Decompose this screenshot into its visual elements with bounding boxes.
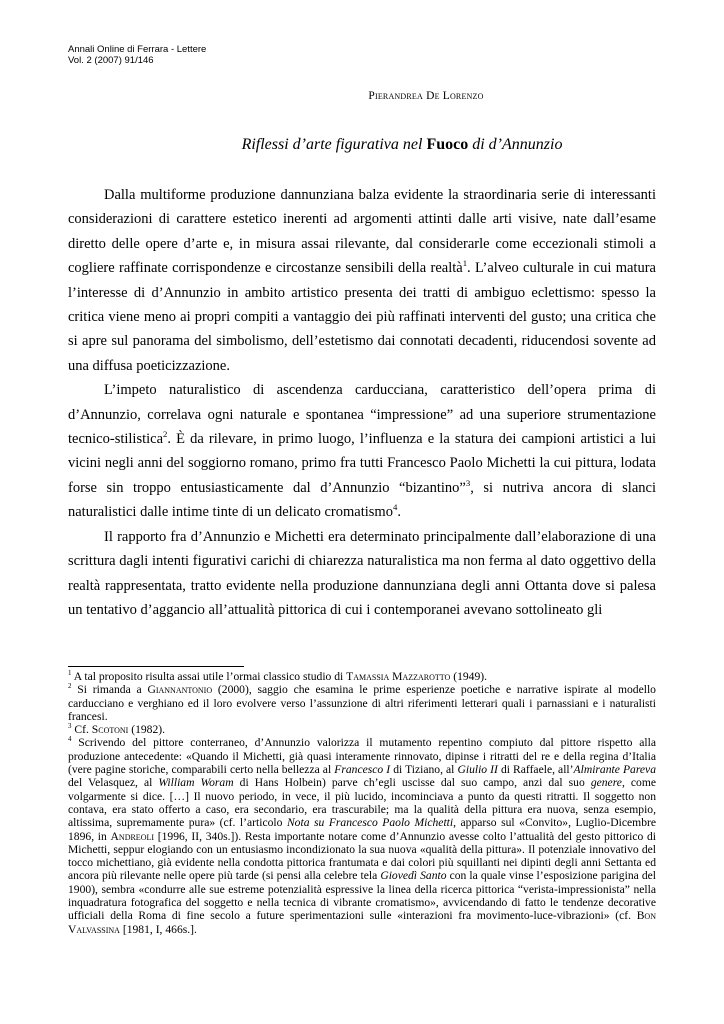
- footnote-3-text: Cf.: [71, 723, 92, 737]
- running-header: [68, 44, 206, 66]
- paragraph-2-text-end: .: [397, 504, 401, 521]
- footnote-separator: [68, 666, 244, 667]
- title-part-2: Fuoco: [426, 136, 469, 153]
- footnote-ref-2[interactable]: 2: [163, 429, 168, 440]
- paragraph-1-text-cont: . L’alveo culturale in cui matura l’interesse di d’Annunzio in ambito artistico presenta dei tratti di ambiguo eclettismo: spesso la critica viene meno ai propri compiti a vantaggio dei più raffinati interventi del gusto; una critica che si apre sul panorama del simbolismo, dell’estetismo dai connotati decadenti, riducendosi sovente ad una diffusa poeticizzazione.: [68, 260, 656, 374]
- footnote-2-number: 2: [68, 682, 72, 691]
- footnote-4-text: del Velasquez, al: [68, 776, 159, 790]
- footnote-ref-1[interactable]: 1: [462, 258, 468, 269]
- paragraph-3-text: Il rapporto fra d’Annunzio e Michetti era determinato principalmente dall’elaborazione di una scrittura dagli intenti figurativi carichi di chiarezza naturalistica ma non ferma al dato oggettivo della realtà rappresentata, tratto evidente nella produzione dannunziana degli anni Ottanta dove si palesa un tentativo d’aggancio all’attualità pittorica di cui i contemporanei avevano sottolineato gli: [68, 528, 656, 618]
- paper-title: [68, 136, 656, 154]
- footnote-4-work-title: Almirante Pareva: [573, 763, 656, 777]
- footnote-1-number: 1: [68, 669, 72, 678]
- footnote-4-author: Bon Valvassina: [68, 909, 656, 936]
- footnote-1-text: A tal proposito risulta assai utile l’ormai classico studio di: [71, 670, 347, 683]
- footnotes: [68, 670, 656, 936]
- paragraph-2-text-cont2: , si nutriva ancora di slanci naturalistici dalle intime tinte di un delicato cromatismo: [68, 479, 656, 521]
- footnote-3-author: Scotoni: [91, 723, 129, 737]
- paragraph-2-text: L’impeto naturalistico di ascendenza carducciana, caratteristico dell’opera prima di d’Annunzio, correlava ogni naturale e spontanea “impressione” ad una superiore strumentazione tecnico-stilistica: [68, 382, 656, 448]
- footnote-4-work-title: William Woram: [158, 776, 234, 790]
- paragraph-1: [68, 183, 656, 378]
- footnote-4-work-title: Giulio II: [457, 763, 498, 777]
- paragraph-1-text: Dalla multiforme produzione dannunziana balza evidente la straordinaria serie di interessanti considerazioni di carattere estetico inerenti ad argomenti attinti dalle arti visive, nate dall’esame diretto delle opere d’arte e, in misura assai rilevante, dal considerarle come eccezionali stimoli a cogliere raffinate corrispondenze e circostanze sensibili della realtà: [68, 187, 656, 277]
- footnote-3: [68, 723, 656, 736]
- footnote-2: [68, 683, 656, 723]
- footnote-4-text: di Raffaele, all’: [497, 763, 574, 777]
- footnote-ref-4[interactable]: 4: [392, 502, 398, 513]
- footnote-2-text: Si rimanda a: [71, 683, 148, 697]
- footnote-4-text: di Hans Holbein) parve ch’egli uscisse dal suo campo, anzi dal suo: [233, 776, 591, 790]
- footnote-4-article-title: Nota su Francesco Paolo Michetti: [286, 816, 454, 830]
- body-text: [68, 183, 656, 622]
- title-part-3: di d’Annunzio: [468, 136, 563, 153]
- footnote-4-text: con la quale vinse l’esposizione parigina del 1900), sembra «condurre alle sue estreme potenzialità espressive la linea della ricerca pittorica “verista-impressionista” nella inquadratura fotografica del soggetto e nella tecnica di vibrante cromatismo», avvicendando di fatto le tendenze decorative ufficiali della Roma di fine secolo a future sperimentazioni sulle «interazioni fra movimento-luce-vibrazioni» (cf.: [68, 869, 656, 923]
- paragraph-3: [68, 525, 656, 623]
- footnote-4-work-title: Giovedì Santo: [380, 869, 447, 883]
- footnote-1: [68, 670, 656, 683]
- footnote-4-text-end: [1981, I, 466s.].: [119, 922, 197, 936]
- volume-info: Vol. 2 (2007) 91/146: [68, 55, 154, 66]
- footnote-2-text-end: (2000), saggio che esamina le prime esperienze poetiche e narrative ispirate al modello carducciano e verghiano ed il loro evolvere verso l’assunzione di altri riferimenti letterari quali i parnassiani e i naturalisti francesi.: [68, 683, 656, 723]
- footnote-ref-3[interactable]: 3: [465, 478, 471, 489]
- footnote-4-italic-term: genere: [590, 776, 622, 790]
- paragraph-2-text-cont: . È da rilevare, in primo luogo, l’influenza e la statura dei campioni artistici a lui vicini negli anni del soggiorno romano, primo fra tutti Francesco Paolo Michetti la cui pittura, lodata forse sin troppo entusiasticamente dal d’Annunzio “bizantino”: [68, 431, 656, 496]
- footnote-4-text: , apparso sul «Convito», Luglio-Dicembre 1896, in: [68, 816, 656, 843]
- footnote-4-text: , come volgarmente si dice. […] Il nuovo periodo, in vece, il più lucido, incominciava a punto da questi ritratti. Il soggetto non contava, era stato offerto a caso, era secondario, era trascurabile; ma la qualità della pittura era nuova, senza esempio, altissima, supremamente pura» (cf. l’articolo: [68, 776, 656, 830]
- footnote-2-author: Giannantonio: [147, 683, 213, 697]
- author-name: Pierandrea De Lorenzo: [368, 90, 484, 102]
- footnote-4-text: [1996, II, 340s.]). Resta importante notare come d’Annunzio avesse colto l’attualità del gesto pittorico di Michetti, seppur elogiando con un entusiasmo incondizionato la sua nuova «qualità della pittura». Il potenziale innovativo del tocco michettiano, già evidente nella condotta pittorica frantumata e dai colori più squillanti nei dipinti degli anni Settanta ed ancora più rilevante nelle opere più tarde (si pensi alla celebre tela: [68, 829, 657, 883]
- footnote-4: [68, 736, 656, 935]
- footnote-4-author: Andreoli: [110, 829, 155, 843]
- footnote-4-text: Scrivendo del pittore conterraneo, d’Annunzio valorizza il mutamento repentino compiuto dal pittore rispetto alla produzione antecedente: «Quando il Michetti, già quasi interamente rinnovato, dipinse i ritratti del re e della regina d’Italia (vere pagine storiche, comparabili certo nella bellezza al: [68, 736, 656, 777]
- footnote-1-author: Tamassia Mazzarotto: [346, 670, 451, 683]
- title-part-1: Riflessi d’arte figurativa nel: [241, 136, 427, 153]
- footnote-4-text: di Tiziano, al: [390, 763, 458, 777]
- footnote-1-text-end: (1949).: [450, 670, 488, 683]
- paragraph-2: [68, 378, 656, 524]
- footnote-3-number: 3: [68, 722, 72, 731]
- footnote-3-text-end: (1982).: [128, 723, 166, 737]
- footnote-4-number: 4: [68, 735, 72, 744]
- journal-name: Annali Online di Ferrara - Lettere: [68, 44, 207, 55]
- footnote-4-work-title: Francesco I: [334, 763, 391, 777]
